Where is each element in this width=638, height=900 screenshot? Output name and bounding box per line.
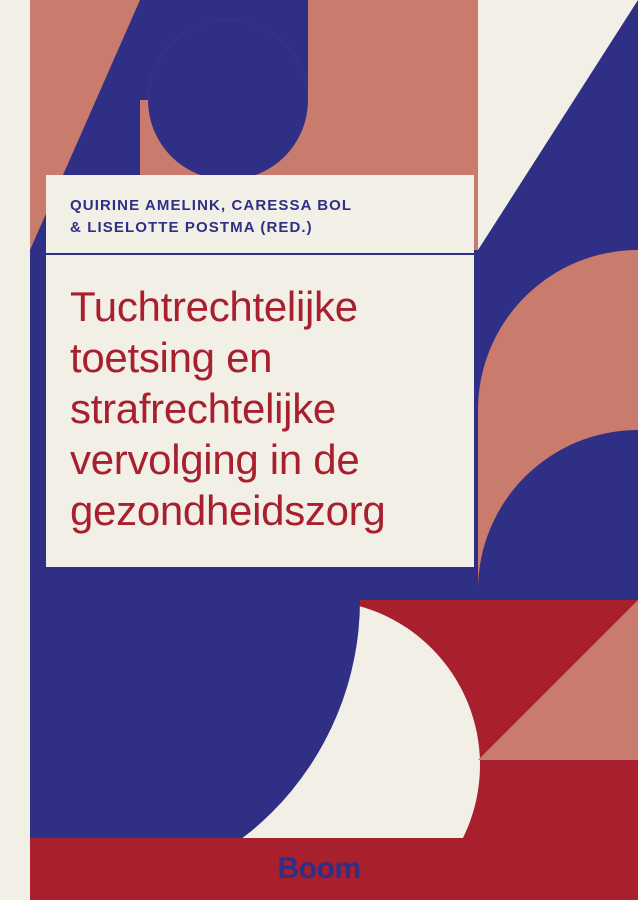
publisher-name: Boom [277, 852, 361, 885]
shape-bottom-right-salmon-triangle [478, 600, 638, 760]
title-line-3: strafrechtelijke [70, 384, 336, 432]
title-card [46, 175, 474, 567]
shape-blue-circle [148, 20, 308, 180]
authors-line-2: & LISELOTTE POSTMA (RED.) [70, 218, 313, 236]
book-title [46, 255, 474, 567]
title-line-1: Tuchtrechtelijke [70, 282, 358, 330]
authors-block [46, 175, 474, 253]
title-line-4: vervolging in de [70, 436, 360, 484]
title-line-5: gezondheidszorg [70, 487, 386, 535]
title-line-2: toetsing en [70, 333, 273, 381]
publisher-logo [0, 838, 638, 900]
authors-line-1: QUIRINE AMELINK, CARESSA BOL [70, 197, 353, 214]
shape-right-cream-triangle [478, 0, 638, 250]
